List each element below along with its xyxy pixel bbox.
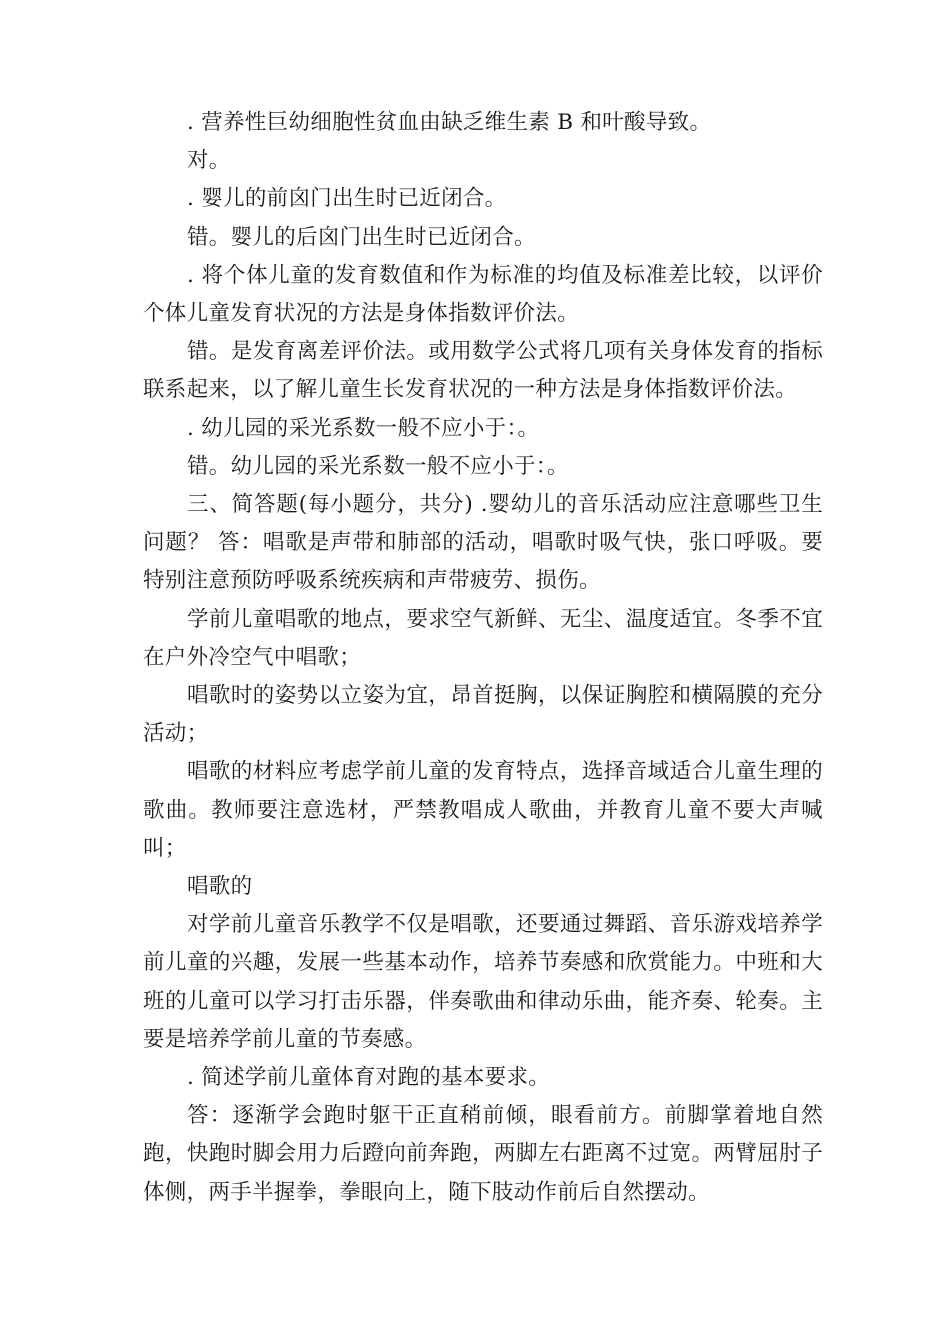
statement-anemia: . 营养性巨幼细胞性贫血由缺乏维生素 B 和叶酸导致。 bbox=[187, 110, 712, 135]
question-running: . 简述学前儿童体育对跑的基本要求。 bbox=[187, 1065, 551, 1091]
music-posture: 唱歌时的姿势以立姿为宜，昂首挺胸，以保证胸腔和横隔膜的充分活动； bbox=[143, 683, 823, 747]
music-teaching: 对学前儿童音乐教学不仅是唱歌，还要通过舞蹈、音乐游戏培养学前儿童的兴趣，发展一些基本动作，培养节奏感和欣赏能力。中班和大班的儿童可以学习打击乐器，伴奏歌曲和律动乐曲，能齐奏、轮奏。主要是培养学前儿童的节奏感。 bbox=[143, 912, 823, 1052]
answer-lighting: 错。幼儿园的采光系数一般不应小于：。 bbox=[187, 453, 569, 479]
document-body bbox=[143, 104, 823, 1212]
statement-lighting: . 幼儿园的采光系数一般不应小于：。 bbox=[187, 415, 540, 441]
statement-evaluation-method: . 将个体儿童的发育数值和作为标准的均值及标准差比较，以评价个体儿童发育状况的方法是身体指数评价法。 bbox=[143, 262, 823, 327]
music-location: 学前儿童唱歌的地点，要求空气新鲜、无尘、温度适宜。冬季不宜在户外冷空气中唱歌； bbox=[143, 606, 823, 670]
answer-anemia: 对。 bbox=[187, 148, 231, 174]
answer-fontanelle: 错。婴儿的后囟门出生时已近闭合。 bbox=[187, 224, 536, 250]
statement-fontanelle: . 婴儿的前囟门出生时已近闭合。 bbox=[187, 186, 507, 212]
music-fragment: 唱歌的 bbox=[187, 874, 253, 900]
music-materials: 唱歌的材料应考虑学前儿童的发育特点，选择音域适合儿童生理的歌曲。教师要注意选材，严禁教唱成人歌曲，并教育儿童不要大声喊叫； bbox=[143, 759, 823, 861]
answer-running: 答：逐渐学会跑时躯干正直稍前倾，眼看前方。前脚掌着地自然跑，快跑时脚会用力后蹬向前奔跑，两脚左右距离不过宽。两臂屈肘子体侧，两手半握拳，拳眼向上，随下肢动作前后自然摆动。 bbox=[143, 1103, 823, 1205]
section-short-answer-music: 三、简答题(每小题分，共分) .婴幼儿的音乐活动应注意哪些卫生问题？ 答：唱歌是声带和肺部的活动，唱歌时吸气快，张口呼吸。要特别注意预防呼吸系统疾病和声带疲劳、损伤。 bbox=[143, 492, 823, 594]
answer-evaluation-method: 错。是发育离差评价法。或用数学公式将几项有关身体发育的指标联系起来，以了解儿童生长发育状况的一种方法是身体指数评价法。 bbox=[143, 339, 823, 403]
